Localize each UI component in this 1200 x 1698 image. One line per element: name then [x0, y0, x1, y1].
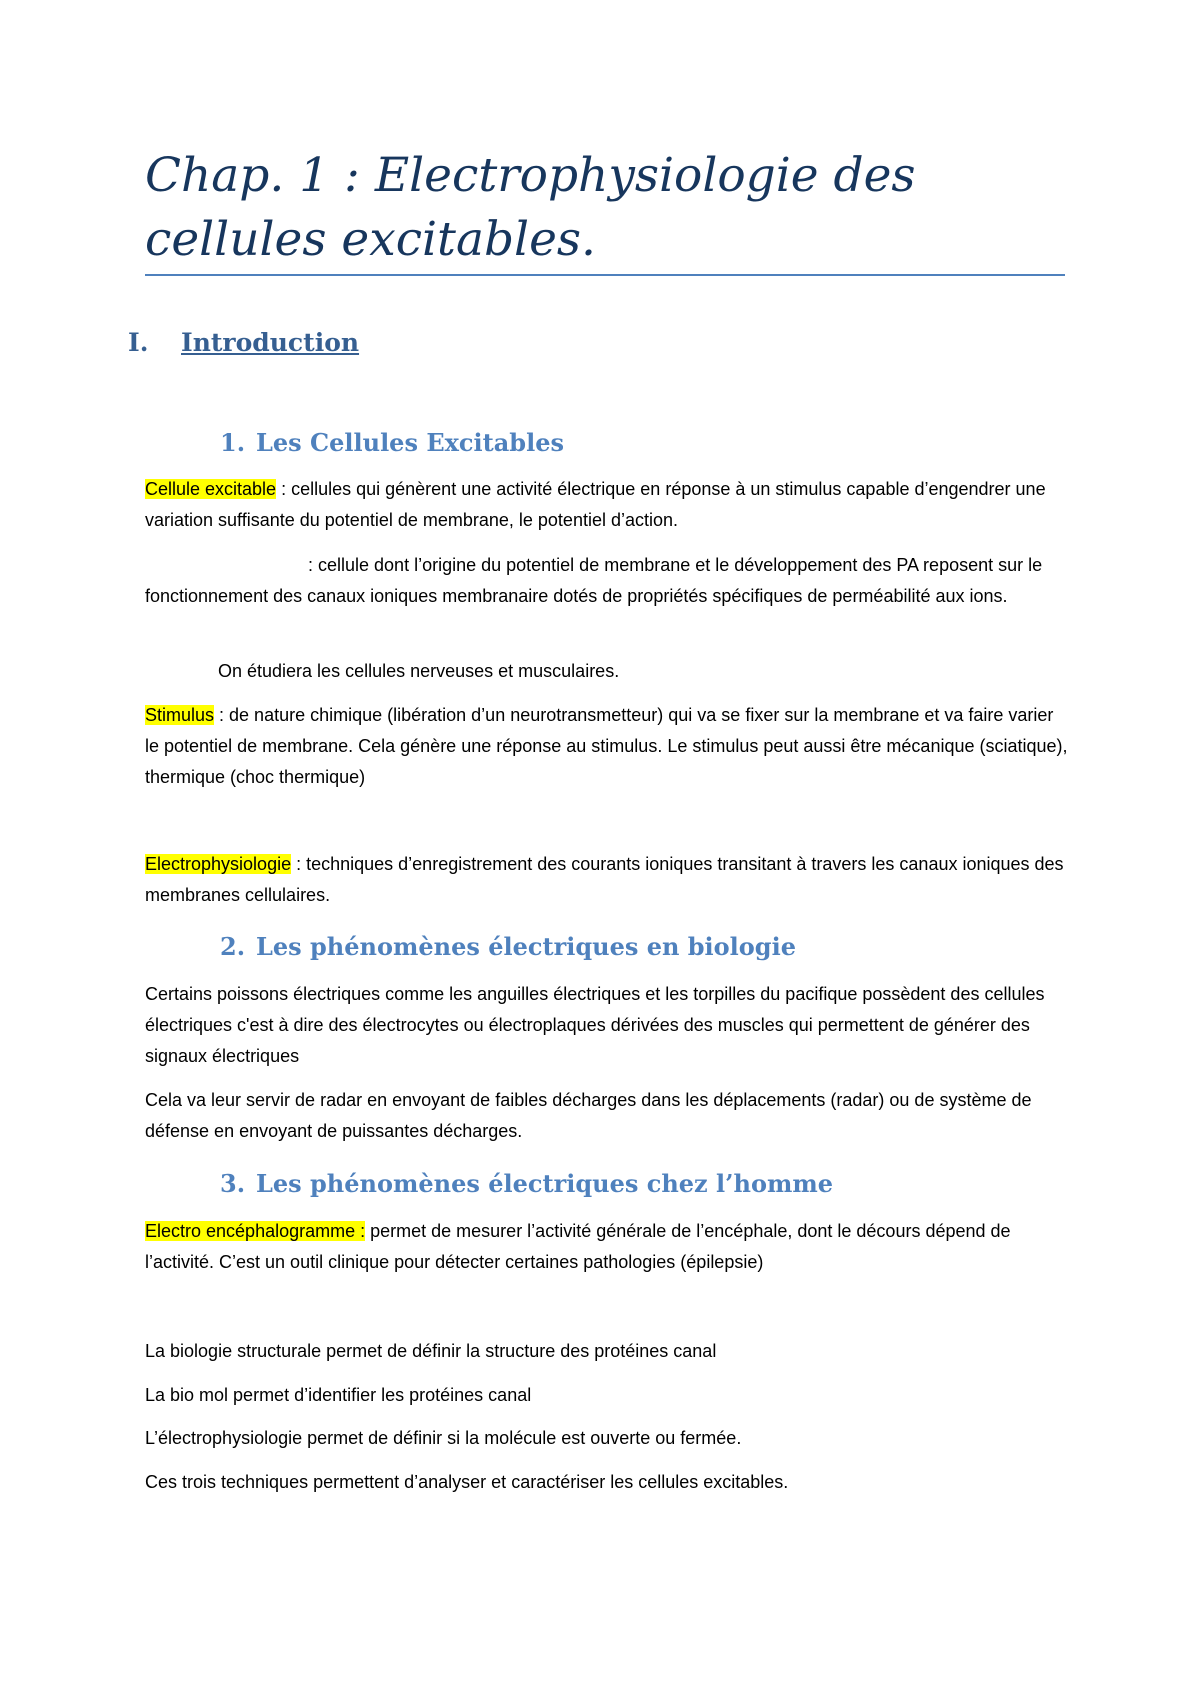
- definition-text: : de nature chimique (libération d’un neurotransmetteur) qui va se fixer sur la membrane et va faire varier le potentiel de membrane. Cela génère une réponse au stimulus. Le stimulus peut aussi être mécanique (sciatique), thermique (choc thermique): [145, 705, 1068, 787]
- paragraph-bio-mol: [145, 1380, 1070, 1411]
- heading-phenomenes-biologie: [220, 932, 796, 961]
- page-title: Chap. 1 : Electrophysiologie des cellules excitables.: [145, 148, 916, 267]
- paragraph-text: Certains poissons électriques comme les anguilles électriques et les torpilles du pacifique possèdent des cellules électriques c'est à dire des électrocytes ou électroplaques dérivées des muscles qui permettent de générer des signaux électriques: [145, 984, 1045, 1066]
- heading-cellules-excitables: [220, 428, 564, 457]
- heading-text: Les Cellules Excitables: [256, 428, 564, 457]
- paragraph-text: L’électrophysiologie permet de définir si la molécule est ouverte ou fermée.: [145, 1428, 742, 1448]
- paragraph-electrophysiologie-molecule: [145, 1423, 1070, 1454]
- heading-phenomenes-homme: [220, 1169, 833, 1198]
- heading-text: Introduction: [181, 328, 360, 357]
- paragraph-bio-structurale: [145, 1336, 1070, 1367]
- heading-number: 3.: [220, 1169, 246, 1198]
- paragraph-text: Ces trois techniques permettent d’analyser et caractériser les cellules excitables.: [145, 1472, 789, 1492]
- paragraph-etudiera: [145, 656, 1070, 687]
- paragraph-text: La bio mol permet d’identifier les protéines canal: [145, 1385, 532, 1405]
- definition-text: : cellule dont l’origine du potentiel de membrane et le développement des PA reposent sur le fonctionnement des canaux ioniques membranaire dotés de propriétés spécifiques de perméabilité aux ions.: [145, 555, 1043, 606]
- term-electro-encephalogramme: Electro encéphalogramme :: [145, 1221, 366, 1241]
- paragraph-eeg: [145, 1216, 1070, 1278]
- heading-text: Les phénomènes électriques en biologie: [256, 932, 796, 961]
- paragraph-trois-techniques: [145, 1467, 1070, 1498]
- definition-text: : cellules qui génèrent une activité électrique en réponse à un stimulus capable d’engendrer une variation suffisante du potentiel de membrane, le potentiel d’action.: [145, 479, 1046, 530]
- paragraph-text: On étudiera les cellules nerveuses et musculaires.: [218, 661, 620, 681]
- term-cellule-excitable: Cellule excitable: [145, 479, 277, 499]
- paragraph-poissons: [145, 979, 1070, 1072]
- paragraph-electrophysiologie: [145, 849, 1070, 911]
- paragraph-cellule-excitable: [145, 474, 1070, 536]
- paragraph-text: Cela va leur servir de radar en envoyant de faibles décharges dans les déplacements (radar) ou de système de défense en envoyant de puissantes décharges.: [145, 1090, 1032, 1141]
- paragraph-text: La biologie structurale permet de définir la structure des protéines canal: [145, 1341, 717, 1361]
- heading-number: I.: [128, 328, 149, 357]
- heading-number: 2.: [220, 932, 246, 961]
- paragraph-stimulus: [145, 700, 1070, 793]
- paragraph-cellule-origine: [145, 550, 1070, 612]
- heading-introduction: [128, 328, 359, 357]
- definition-text: permet de mesurer l’activité générale de l’encéphale, dont le décours dépend de l’activité. C’est un outil clinique pour détecter certaines pathologies (épilepsie): [145, 1221, 1011, 1272]
- title-underline: [145, 274, 1065, 276]
- paragraph-radar: [145, 1085, 1070, 1147]
- heading-number: 1.: [220, 428, 246, 457]
- definition-text: : techniques d’enregistrement des courants ioniques transitant à travers les canaux ioniques des membranes cellulaires.: [145, 854, 1064, 905]
- term-stimulus: Stimulus: [145, 705, 215, 725]
- heading-text: Les phénomènes électriques chez l’homme: [256, 1169, 834, 1198]
- term-electrophysiologie: Electrophysiologie: [145, 854, 292, 874]
